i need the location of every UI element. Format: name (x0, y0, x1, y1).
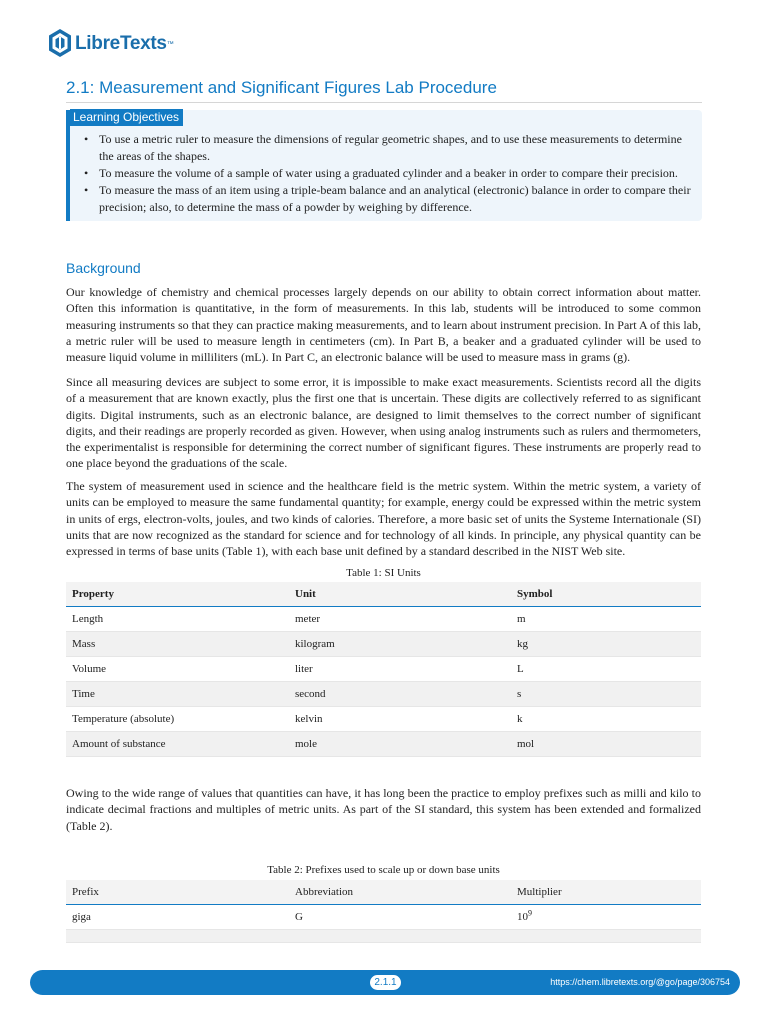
table-cell: m (511, 607, 701, 632)
learning-objectives-box (66, 110, 702, 221)
table-cell: mole (289, 732, 511, 757)
page-title: 2.1: Measurement and Significant Figures Lab Procedure (66, 78, 702, 103)
background-heading: Background (66, 260, 141, 276)
learning-objectives-label: Learning Objectives (70, 109, 183, 126)
table-cell (66, 930, 289, 943)
table1-caption: Table 1: SI Units (346, 567, 421, 579)
si-units-table (66, 582, 701, 757)
table-cell: meter (289, 607, 511, 632)
table-cell: second (289, 682, 511, 707)
table-row (66, 607, 701, 632)
table-cell (289, 930, 511, 943)
table-row (66, 930, 701, 943)
page-url-link[interactable]: https://chem.libretexts.org/@go/page/306754 (550, 977, 730, 987)
page-number: 2.1.1 (374, 977, 397, 988)
table-cell: Length (66, 607, 289, 632)
table-header-cell: Abbreviation (289, 880, 511, 905)
page-number-badge (370, 975, 401, 990)
table-cell: Mass (66, 632, 289, 657)
logo-wordmark: LibreTexts (75, 33, 167, 54)
table-cell: Time (66, 682, 289, 707)
table-row (66, 632, 701, 657)
table-cell: kilogram (289, 632, 511, 657)
objective-item: • To measure the mass of an item using a triple-beam balance and an analytical (electronic) balance in order to compare their precision; also, to determine the mass of a powder by weighing by difference. (80, 182, 698, 216)
table-cell: kg (511, 632, 701, 657)
background-paragraph-2: Since all measuring devices are subject to some error, it is impossible to make exact measurements. Scientists record all the digits of a measurement that are known exactly, plus the first one that is uncertain. These digits are collectively referred to as significant digits. Digital instruments, such as an electronic balance, are designed to limit themselves to the correct number of significant digits, and their readings are properly recorded as given. However, when using analog instruments such as rulers and thermometers, the experimentalist is responsible for determining the correct number of significant figures. These instruments are properly read to one place beyond the graduations of the scale. (66, 375, 701, 471)
table-header-row (66, 582, 701, 607)
table-cell: s (511, 682, 701, 707)
objective-item: • To use a metric ruler to measure the dimensions of regular geometric shapes, and to use these measurements to determine the areas of the shapes. (80, 131, 698, 165)
table-cell: Temperature (absolute) (66, 707, 289, 732)
table2-caption: Table 2: Prefixes used to scale up or down base units (267, 864, 500, 876)
table-row (66, 732, 701, 757)
table-cell: Volume (66, 657, 289, 682)
table-cell: mol (511, 732, 701, 757)
table-cell: Amount of substance (66, 732, 289, 757)
table-cell: L (511, 657, 701, 682)
table-cell: kelvin (289, 707, 511, 732)
objective-item: • To measure the volume of a sample of water using a graduated cylinder and a beaker in order to compare their precision. (80, 165, 698, 182)
table-row (66, 905, 701, 930)
table-header-cell: Prefix (66, 880, 289, 905)
table-header-cell: Multiplier (511, 880, 701, 905)
table-row (66, 682, 701, 707)
table-cell: liter (289, 657, 511, 682)
table-cell: giga (66, 905, 289, 930)
table-cell: k (511, 707, 701, 732)
libretexts-logo-icon (47, 27, 73, 61)
background-paragraph-3: The system of measurement used in science and the healthcare field is the metric system. Within the metric system, a variety of units can be employed to measure the same fundamental quantity; for example, energy could be expressed within the metric system in units of ergs, electron-volts, joules, and two kinds of calories. Therefore, a more basic set of units the Systeme Internationale (SI) units that are now recognized as the standard for science and for technology of all kinds. In principle, any physical quantity can be expressed in terms of base units (Table 1), with each base unit defined by a standard described in the NIST Web site. (66, 479, 701, 559)
table-cell (511, 930, 701, 943)
logo-trademark: ™ (166, 40, 174, 48)
table-header-row (66, 880, 701, 905)
table-header-cell: Property (66, 582, 289, 607)
table-row (66, 657, 701, 682)
learning-objectives-list (80, 131, 698, 216)
page-footer (30, 970, 740, 995)
background-paragraph-1: Our knowledge of chemistry and chemical processes largely depends on our ability to obtain correct information about matter. Often this information is quantitative, in the form of measurements. In this lab, students will be introduced to some common measuring instruments so that they can practice making measurements, and to learn about instrument precision. In Part A of this lab, a metric ruler will be used to measure length in centimeters (cm). In Part B, a beaker and a graduated cylinder will be used to measure liquid volume in milliliters (mL). In Part C, an electronic balance will be used to measure mass in grams (g). (66, 285, 701, 365)
table-header-cell: Unit (289, 582, 511, 607)
si-prefixes-table (66, 880, 701, 943)
background-paragraph-4: Owing to the wide range of values that quantities can have, it has long been the practice to employ prefixes such as milli and kilo to indicate decimal fractions and multiples of metric units. As part of the SI standard, this system has been extended and formalized (Table 2). (66, 786, 701, 833)
table-cell: G (289, 905, 511, 930)
multiplier-exponent: 9 (528, 908, 532, 918)
multiplier-base: 10 (517, 911, 528, 923)
libretexts-logo[interactable] (47, 27, 174, 61)
table-header-cell: Symbol (511, 582, 701, 607)
table-cell (511, 905, 701, 930)
table-row (66, 707, 701, 732)
